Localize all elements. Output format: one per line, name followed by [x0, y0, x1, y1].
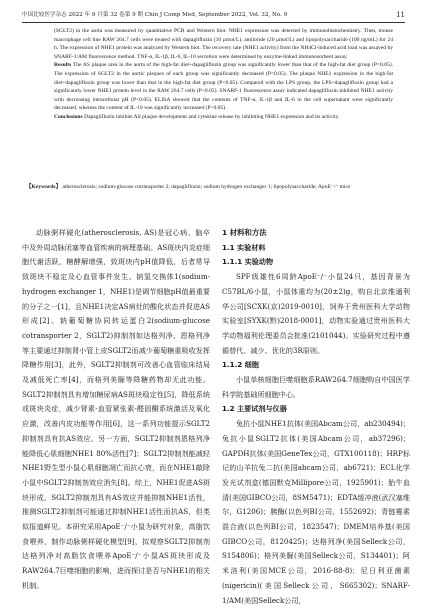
results-label: Results	[54, 62, 72, 69]
english-abstract	[54, 27, 393, 122]
conclusions-text: Dapagliflozin inhibits AS plaque development and cytokine release by inhibiting NHE1 expression and its activity.	[84, 113, 340, 120]
cells-paragraph: 小鼠单核细胞巨噬细胞系RAW264.7细胞购自中国医学科学院基础所细胞中心。	[222, 375, 410, 399]
animals-paragraph: SPF级雄性6周龄ApoE⁻/⁻小鼠24只，基因背景为C57BL/6小鼠，小鼠体重均为(20±2)g，购自北京维通利华公司[SCXK(京)2019-0010]，饲养于贵州医科大学动物实验室[SYXK(黔)2018-0001]，动物实验通过贵州医科大学动物福利伦理委员会批准(2101044)。实验研究过程中遵循替代、减少、优化的3R原则。	[222, 272, 410, 355]
subsection-heading-reagents: 1.2 主要试剂与仪器	[222, 404, 287, 414]
introduction-paragraph: 动脉粥样硬化(atherosclerosis, AS)是冠心病、脑卒中及外周动脉闭塞等血管疾病的病理基础。AS斑块内炎症细胞代谢活跃，糖酵解增强，致斑块内pH值降低，后者常导致斑块不稳定及心血管事件发生。钠氢交换体1(sodium-hydrogen exchanger 1，NHE1)是调节细胞pH值最重要的分子之一[1]，且NHE1决定AS病灶的酸化状态并促进AS形成[2]。钠葡萄糖协同转运蛋白2(sodium-glucose cotransporter 2，SGLT2)抑制剂如达格列净、恩格列净等主要通过抑制肾小管上皮SGLT2而减少葡萄糖重吸收发挥降糖作用[3]，此外，SGLT2抑制剂可改善心血管临床结局及减低死亡率[4]，而格列美脲等降糖药物却无此功能。SGLT2抑制剂具有增加糖尿病AS斑块稳定性[5]，降低系统或斑块炎症，减少肾素-血管紧张素-醛固酮系统激活及氧化应激，改善内皮功能等作用[6]，这一系列功能提示SGLT2抑制剂具有抗AS效应。另一方面，SGLT2抑制剂恩格列净能降低心肌细胞NHE1 80%活性[7]；SGLT2抑制剂能减轻NHE1野生型小鼠心肌细胞凋亡而抗心衰，而在NHE1敲除小鼠中SGLT2抑制剂效应消失[8]。综上，NHE1促进AS斑块形成，SGLT2抑制剂具有AS效应并能抑制NHE1活性，推测SGLT2抑制剂可能通过抑制NHE1活性而抗AS，但类似报道鲜见。本研究采用ApoE⁻/⁻小鼠为研究对象，高脂饮食喂养，制作动脉粥样硬化模型[9]，拟观察SGLT2抑制剂达格列净对高脂饮食喂养ApoE⁻/⁻小鼠AS斑块形成及RAW264.7巨噬细胞的影响，进而探讨是否与NHE1的相关机制。	[22, 228, 210, 590]
keywords-label: 【Keywords】	[26, 184, 62, 190]
abstract-conclusions	[54, 113, 393, 122]
keywords-text: atherosclerosis; sodium-glucose cotransporter 2; dapagliflozin; sodium hydrogen exchanger 1; lipopolysaccharide; ApoE⁻/⁻ mice	[62, 184, 351, 190]
reagents-paragraph: 兔抗小鼠NHE1抗体(美国Abcam公司，ab230494)；兔抗小鼠SGLT2抗体(美国Abcam公司，ab37296)；GAPDH抗体(美国GeneTex公司，GTX100118)；HRP标记的山羊抗兔二抗(美国abcam公司，ab6721)；ECL化学发光试剂盒(德国默克Millipore公司，1925901)；胎牛血清(美国GIBCO公司，8SM5471)；EDTA缓冲液(武汉塞维尔，G1206)；胰酶(以色列BI公司，1552692)；青链霉素混合液(以色列BI公司，1823547)；DMEM培养基(美国GIBCO公司，8120425)；达格列净(美国Selleck公司，S154806)；格列美脲(美国Selleck公司，S134401)；阿米洛利(美国MCE公司，2016-88-8)；尼日利亚菌素(nigericin)(美国Selleck公司，S665302)；SNARF-1/AM(美国Selleck公司，	[222, 419, 410, 605]
abstract-methods: (SGLT2) in the aorta was measured by quantitative PCR and Western blot. NHE1 expression was detected by immunohistochemistry. Then, mouse macrophage cell line RAW 264.7 cells were treated with dapagliflozin (10 μmol/L), amiloride (20 μmol/L) and lipopolysaccharide (100 ng/mL) for 24 h. The expression of NHE1 protein was analyzed by Western blot. The recovery rate (NHE1 activity) from the NH4Cl-induced acid load was assayed by SNARF-1/AM fluorescence method. TNF-α, IL-1β, IL-6, IL-10 secretion were determined by enzyme-linked immunosorbent assay.	[54, 28, 393, 60]
left-column	[22, 226, 210, 594]
subsection-heading-materials: 1.1 实验材料	[222, 242, 266, 252]
header-rule	[22, 22, 405, 23]
section-heading-methods: 1 材料和方法	[222, 228, 267, 237]
subsection-heading-cells: 1.1.2 细胞	[222, 360, 259, 370]
abstract-results	[54, 61, 393, 113]
conclusions-label: Conclusions	[54, 113, 83, 120]
running-header	[22, 9, 405, 21]
subsection-heading-animals: 1.1.1 实验动物	[222, 257, 274, 267]
page-number: 11	[396, 11, 405, 19]
results-text: The AS plaque area in the aorta of the high-fat diet+dapagliflozin group was significantly lower than that of the high-fat diet group (P<0.05). The expression of SGLT2 in the aortic plaques of each group was significantly decreased (P<0.05). The plaque NHE1 expression in the high-fat diet+dapagliflozin group was lower than that in the high-fat diet group (P<0.05). Compared with the LPS group, the LPS+dapagliflozin group had a significantly lower NHE1 protein level in the RAW 264.7 cells (P<0.05). SNARF-1 fluorescence assay indicated dapagliflozin inhibited NHE1 activity with decreasing intracellular pH (P<0.05). ELISA showed that the contents of TNF-α, IL-1β and IL-6 in the cell supernatant were significantly decreased, whereas the content of IL-10 was significantly increased (P<0.05).	[54, 62, 393, 112]
running-title: 中国比较医学杂志 2022 年 9 月第 32 卷第 9 期 Chin J Comp Med, September 2022, Vol. 32, No. 9	[22, 12, 288, 18]
right-column	[222, 226, 410, 608]
keywords	[26, 183, 393, 192]
